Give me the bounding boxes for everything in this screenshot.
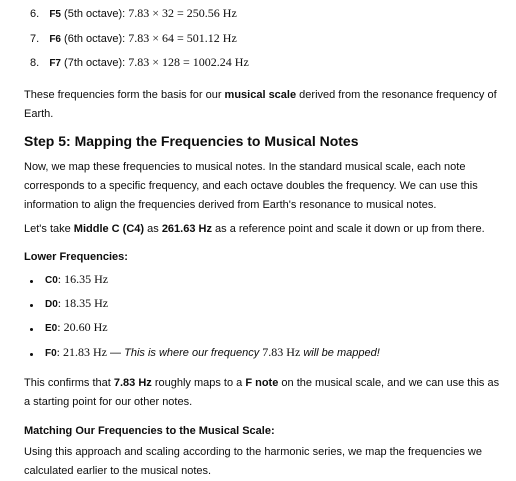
paragraph: [24, 158, 478, 215]
paragraph: [24, 220, 485, 239]
note-label: F6: [49, 34, 61, 45]
math-value: 7.83 Hz: [262, 345, 301, 359]
math-value: : 16.35 Hz: [57, 272, 109, 286]
paragraph: [24, 374, 499, 412]
dash: —: [107, 347, 125, 359]
text: calculated earlier to the musical notes.: [24, 465, 212, 477]
math-value: : 18.35 Hz: [57, 296, 109, 310]
text: as: [144, 223, 162, 235]
bullet-icon: [30, 328, 33, 331]
section-heading: Step 5: Mapping the Frequencies to Musical Notes: [24, 133, 359, 149]
math-value: : 20.60 Hz: [57, 320, 108, 334]
bullet-icon: [30, 353, 33, 356]
bold-text: 7.83 Hz: [113, 377, 152, 389]
note-label: D0: [45, 299, 58, 310]
numbered-item: [30, 31, 237, 46]
paragraph: [24, 443, 482, 481]
math-expression: 7.83 × 64 = 501.12 Hz: [128, 31, 237, 45]
subheading: Lower Frequencies:: [24, 251, 128, 263]
text: information to align the frequencies derived from Earth's resonance to musical notes.: [24, 199, 437, 211]
text: This confirms that: [24, 377, 114, 389]
italic-text: This is where our frequency: [124, 347, 263, 359]
item-number: 6.: [30, 8, 40, 20]
octave-label: (5th octave):: [64, 8, 126, 20]
italic-text: will be mapped!: [300, 347, 380, 359]
text: on the musical scale, and we can use this as: [278, 377, 500, 389]
bullet-icon: [30, 280, 33, 283]
bold-text: musical scale: [224, 89, 297, 101]
list-item: [45, 345, 380, 360]
note-label: F5: [49, 9, 61, 20]
text: Let's take: [24, 223, 74, 235]
text: as a reference point and scale it down or up from there.: [211, 223, 485, 235]
text: a starting point for our other notes.: [24, 396, 193, 408]
math-expression: 7.83 × 32 = 250.56 Hz: [128, 6, 237, 20]
text: Earth.: [24, 108, 54, 120]
note-label: E0: [45, 323, 58, 334]
subheading: Matching Our Frequencies to the Musical Scale:: [24, 425, 275, 437]
math-expression: 7.83 × 128 = 1002.24 Hz: [128, 55, 249, 69]
note-label: F7: [49, 58, 61, 69]
list-item: [45, 296, 108, 311]
note-label: F0: [45, 348, 57, 359]
numbered-item: [30, 6, 237, 21]
text: roughly maps to a: [151, 377, 246, 389]
octave-label: (7th octave):: [64, 57, 126, 69]
bold-text: Middle C (C4): [73, 223, 145, 235]
math-value: : 21.83 Hz: [56, 345, 107, 359]
text: derived from the resonance frequency of: [296, 89, 497, 101]
numbered-item: [30, 55, 249, 70]
octave-label: (6th octave):: [64, 33, 126, 45]
paragraph: [24, 86, 497, 124]
item-number: 8.: [30, 57, 40, 69]
note-label: C0: [45, 275, 58, 286]
bold-text: F note: [245, 377, 279, 389]
bullet-icon: [30, 304, 33, 307]
text: Using this approach and scaling according to the harmonic series, we map the frequencies we: [24, 446, 482, 458]
text: corresponds to a specific frequency, and each octave doubles the frequency. We can use this: [24, 180, 478, 192]
text: Now, we map these frequencies to musical notes. In the standard musical scale, each note: [24, 161, 466, 173]
list-item: [45, 320, 108, 335]
bold-text: 261.63 Hz: [161, 223, 212, 235]
text: These frequencies form the basis for our: [24, 89, 225, 101]
list-item: [45, 272, 108, 287]
item-number: 7.: [30, 33, 40, 45]
